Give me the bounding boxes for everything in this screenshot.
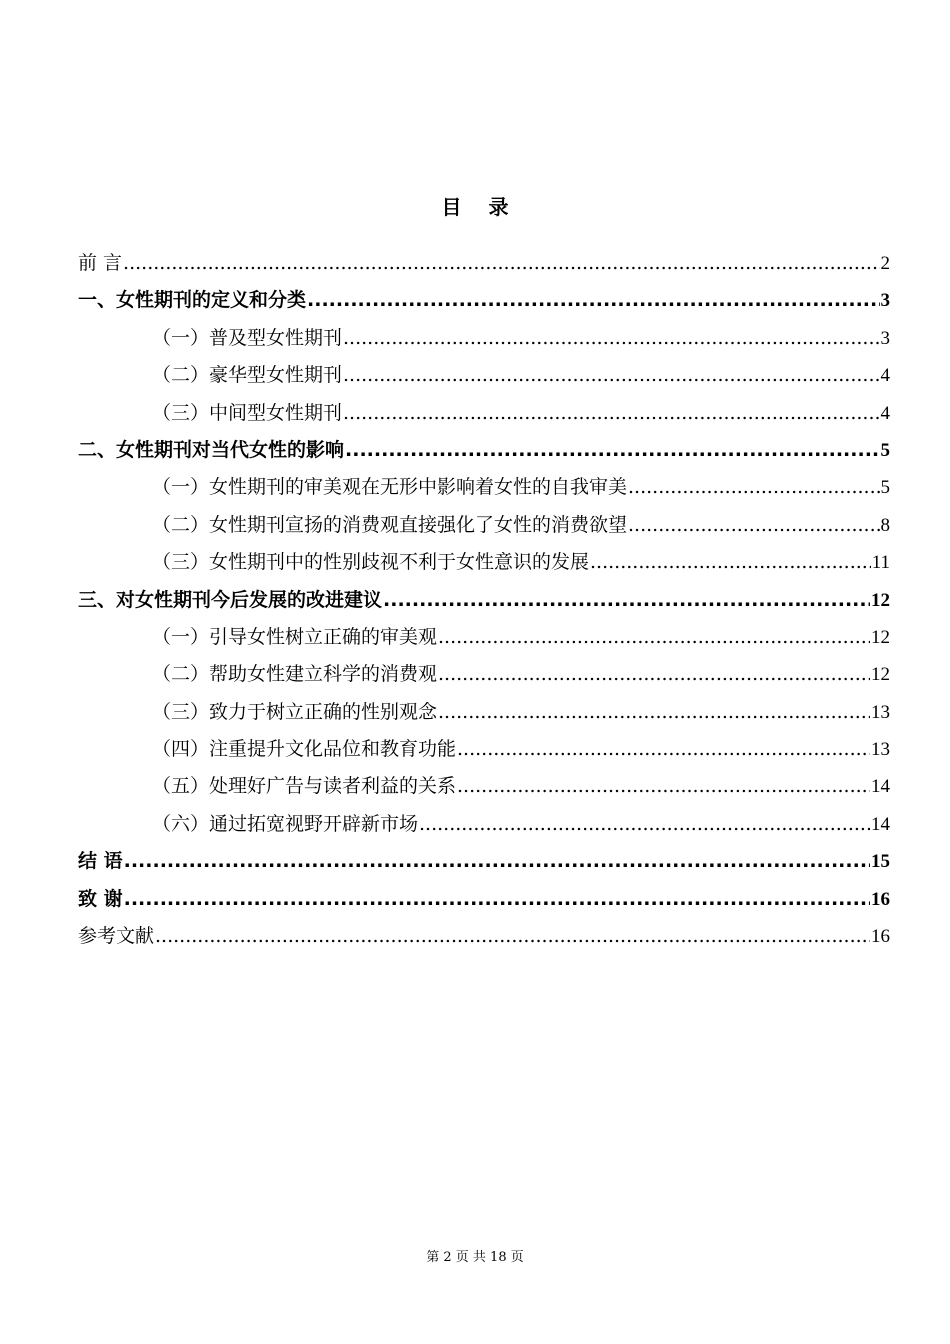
toc-entry-page: 2: [880, 253, 890, 274]
toc-entry[interactable]: [78, 697, 890, 734]
page-footer: 第 2 页 共 18 页: [426, 1250, 524, 1265]
toc-leader-dots: [419, 809, 870, 839]
toc-entry[interactable]: [78, 734, 890, 771]
toc-entry-page: 14: [871, 813, 890, 835]
toc-entry-page: 3: [880, 327, 890, 349]
toc-leader-dots: [457, 734, 870, 764]
toc-entry-page: 4: [880, 365, 890, 387]
toc-entry[interactable]: [78, 809, 890, 846]
toc-leader-dots: [383, 585, 870, 615]
toc-entry[interactable]: [78, 547, 890, 584]
toc-leader-dots: [438, 622, 870, 652]
toc-leader-dots: [438, 659, 870, 689]
toc-entry-page: 3: [880, 290, 890, 312]
toc-entry-label: 一、女性期刊的定义和分类: [78, 289, 307, 312]
toc-leader-dots: [345, 435, 879, 465]
toc-entry-page: 11: [871, 552, 890, 574]
toc-leader-dots: [628, 510, 879, 540]
toc-leader-dots: [457, 771, 870, 801]
toc-entry-label: 二、女性期刊对当代女性的影响: [78, 438, 345, 461]
toc-entry-page: 13: [871, 701, 890, 723]
toc-entry-label: （一）女性期刊的审美观在无形中影响着女性的自我审美: [152, 476, 628, 499]
toc-leader-dots: [590, 547, 871, 577]
toc-entry[interactable]: [78, 921, 890, 958]
toc-entry-label: （五）处理好广告与读者利益的关系: [152, 775, 457, 798]
toc-entry[interactable]: [78, 248, 890, 285]
toc-entry-page: 16: [871, 926, 890, 948]
toc-entry-page: 12: [871, 626, 890, 648]
toc-entry-label: （三）中间型女性期刊: [152, 401, 343, 424]
toc-entry-page: 5: [880, 477, 890, 499]
toc-entry-page: 8: [880, 514, 890, 536]
toc-leader-dots: [438, 697, 870, 727]
toc-entry[interactable]: [78, 622, 890, 659]
toc-entry[interactable]: [78, 846, 890, 883]
toc-entry[interactable]: [78, 659, 890, 696]
table-of-contents: [78, 248, 890, 958]
toc-entry-page: 12: [871, 664, 890, 686]
toc-leader-dots: [307, 285, 879, 315]
toc-leader-dots: [124, 884, 870, 914]
toc-entry-label: （二）女性期刊宣扬的消费观直接强化了女性的消费欲望: [152, 513, 628, 536]
toc-entry-label: （六）通过拓宽视野开辟新市场: [152, 812, 419, 835]
toc-leader-dots: [343, 360, 879, 390]
toc-entry-label: （一）引导女性树立正确的审美观: [152, 625, 438, 648]
page-title: 目 录: [441, 195, 519, 219]
toc-entry[interactable]: [78, 585, 890, 622]
toc-entry-label: 三、对女性期刊今后发展的改进建议: [78, 588, 383, 611]
toc-entry-page: 13: [871, 739, 890, 761]
toc-entry[interactable]: [78, 472, 890, 509]
toc-entry[interactable]: [78, 884, 890, 921]
toc-entry-page: 15: [871, 851, 890, 873]
toc-entry-label: （三）致力于树立正确的性别观念: [152, 700, 438, 723]
toc-entry-label: 结 语: [78, 850, 123, 873]
toc-entry-label: （二）帮助女性建立科学的消费观: [152, 663, 438, 686]
toc-entry[interactable]: [78, 323, 890, 360]
toc-entry-label: （一）普及型女性期刊: [152, 326, 343, 349]
toc-entry[interactable]: [78, 510, 890, 547]
toc-entry-page: 5: [880, 439, 890, 461]
toc-entry-label: 参考文献: [78, 925, 155, 948]
toc-entry-label: （二）豪华型女性期刊: [152, 364, 343, 387]
toc-entry-label: （三）女性期刊中的性别歧视不利于女性意识的发展: [152, 551, 590, 574]
toc-entry-label: 致 谢: [78, 887, 123, 910]
toc-leader-dots: [123, 248, 879, 278]
toc-leader-dots: [343, 398, 879, 428]
toc-entry-page: 16: [871, 888, 890, 910]
toc-leader-dots: [628, 472, 879, 502]
toc-entry-page: 12: [871, 589, 890, 611]
toc-entry[interactable]: [78, 435, 890, 472]
toc-entry-label: （四）注重提升文化品位和教育功能: [152, 738, 457, 761]
toc-entry-label: 前 言: [78, 252, 123, 274]
toc-entry[interactable]: [78, 360, 890, 397]
toc-entry[interactable]: [78, 398, 890, 435]
toc-leader-dots: [343, 323, 879, 353]
toc-entry[interactable]: [78, 771, 890, 808]
toc-leader-dots: [124, 846, 870, 876]
toc-leader-dots: [155, 921, 870, 951]
toc-entry-page: 14: [871, 776, 890, 798]
toc-entry[interactable]: [78, 285, 890, 322]
toc-entry-page: 4: [880, 402, 890, 424]
